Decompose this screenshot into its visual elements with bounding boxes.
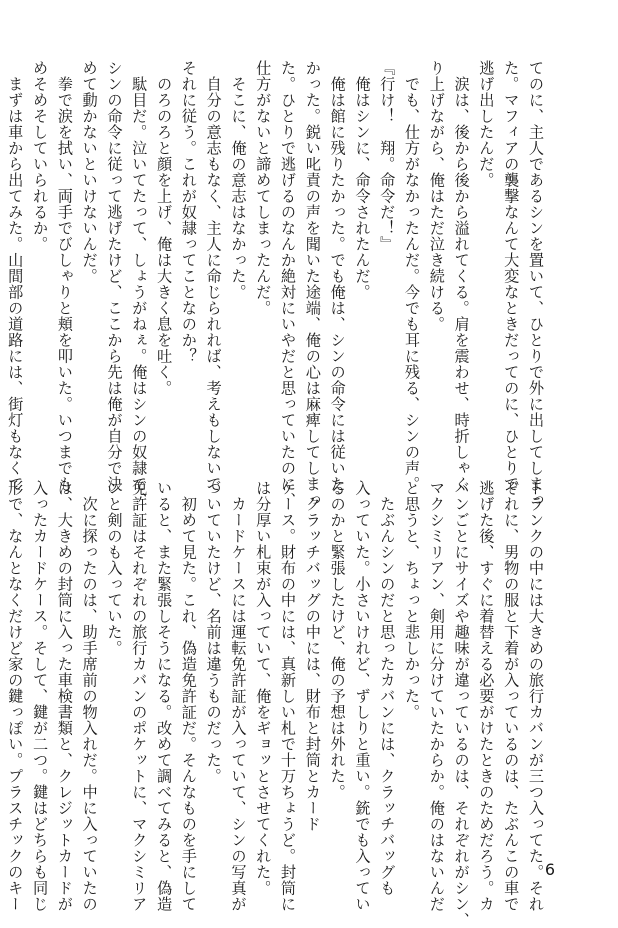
- text-line: るのかと緊張したけど、俺の予想は外れた。: [328, 480, 347, 800]
- text-line: かった。鋭い叱責の声を聞いた途端、俺の心は麻痺してしまっ: [303, 60, 322, 508]
- text-line: 拳で涙を拭い、両手でびしゃりと頬を叩いた。いつまでも: [55, 60, 74, 492]
- text-line: は、大きめの封筒に入った車検書類と、クレジットカードが: [55, 480, 74, 912]
- text-line: り上げながら、俺はただ泣き続ける。: [427, 60, 446, 332]
- text-block-lower: [6, 480, 548, 928]
- text-line: と思うと、ちょっと悲しかった。: [403, 480, 422, 720]
- text-line: のろのろと顔を上げ、俺は大きく息を吐く。: [155, 60, 174, 396]
- page-number: 6: [544, 860, 555, 879]
- text-line: 『行け！ 翔。命令だ！』: [378, 60, 397, 252]
- text-block-upper: [6, 60, 548, 508]
- text-line: てのに、主人であるシンを置いて、ひとりで外に出してしまっ: [527, 60, 545, 508]
- text-line: 形で、なんとなくだけど家の鍵っぽい。プラスチックのキー: [6, 480, 25, 912]
- text-line: た。マフィアの襲撃なんて大変なときだってのに、ひとりで: [502, 60, 521, 492]
- text-line: それに従う。これが奴隷ってことなのか？: [179, 60, 198, 364]
- text-line: シンの命令に従って逃げたけど、ここから先は俺が自分で決: [105, 60, 124, 492]
- text-line: まずは車から出てみた。山間部の道路には、街灯もなくて: [6, 60, 25, 492]
- text-line: 入っていた。小さいけれど、ずしりと重い。銃でも入ってい: [353, 480, 372, 912]
- text-line: バンごとにサイズや趣味が違っているのは、それぞれがシン、: [452, 480, 471, 928]
- text-line: た。ひとりで逃げるのなんか絶対にいやだと思っていたのに、: [279, 60, 298, 508]
- text-line: ンと剣のも入っていた。: [105, 480, 124, 656]
- text-line: 仕方がないと諦めてしまったんだ。: [254, 60, 273, 316]
- text-line: 俺は館に残りたかった。でも俺は、シンの命令には従いた: [328, 60, 347, 492]
- text-line: めそめそしていられるか。: [31, 60, 50, 252]
- text-line: 逃げた後、すぐに着替える必要がけたときのためだろう。カ: [477, 480, 496, 912]
- text-line: カードケースには運転免許証が入っていて、シンの写真が: [229, 480, 248, 912]
- text-line: 逃げ出したんだ。: [477, 60, 496, 188]
- text-line: 次に探ったのは、助手席前の物入れだ。中に入っていたの: [80, 480, 99, 912]
- text-line: 免許証はそれぞれの旅行カバンのポケットに、マクシミリア: [130, 480, 149, 912]
- text-line: でも、仕方がなかったんだ。今でも耳に残る、シンの声。: [403, 60, 422, 492]
- text-line: は分厚い札束が入っていて、俺をギョッとさせてくれた。: [254, 480, 273, 896]
- text-line: たぶんシンのだと思ったカバンには、クラッチバッグも: [378, 480, 397, 896]
- text-line: 駄目だ。泣いてたって、しょうがねぇ。俺はシンの奴隷で、: [130, 60, 149, 508]
- text-line: いると、また緊張しそうになる。改めて調べてみると、偽造: [155, 480, 174, 912]
- text-line: トランクの中には大きめの旅行カバンが三つ入ってた。それ: [527, 480, 545, 912]
- text-line: 涙は、後から後から溢れてくる。肩を震わせ、時折しゃく: [452, 60, 471, 492]
- text-line: そこに、俺の意志はなかった。: [229, 60, 248, 300]
- text-line: ケース。財布の中には、真新しい札で十万ちょうど。封筒に: [279, 480, 298, 912]
- text-line: めて動かないといけないんだ。: [80, 60, 99, 284]
- text-line: ついていたけど、名前は違うものだった。: [204, 480, 223, 784]
- text-line: マクシミリアン、剣用に分けていたからか。俺のはないんだ: [427, 480, 446, 912]
- text-line: 俺はシンに、命令されたんだ。: [353, 60, 372, 300]
- text-line: 初めて見た。これ、偽造免許証だ。そんなものを手にして: [179, 480, 198, 912]
- text-line: クラッチバッグの中には、財布と封筒とカード: [303, 480, 322, 832]
- text-line: 自分の意志もなく、主人に命じられれば、考えもしないで: [204, 60, 223, 492]
- text-line: 入ったカードケース。そして、鍵が二つ。鍵はどちらも同じ: [31, 480, 50, 912]
- text-line: ぞれに、男物の服と下着が入っているのは、たぶんこの車で: [502, 480, 521, 912]
